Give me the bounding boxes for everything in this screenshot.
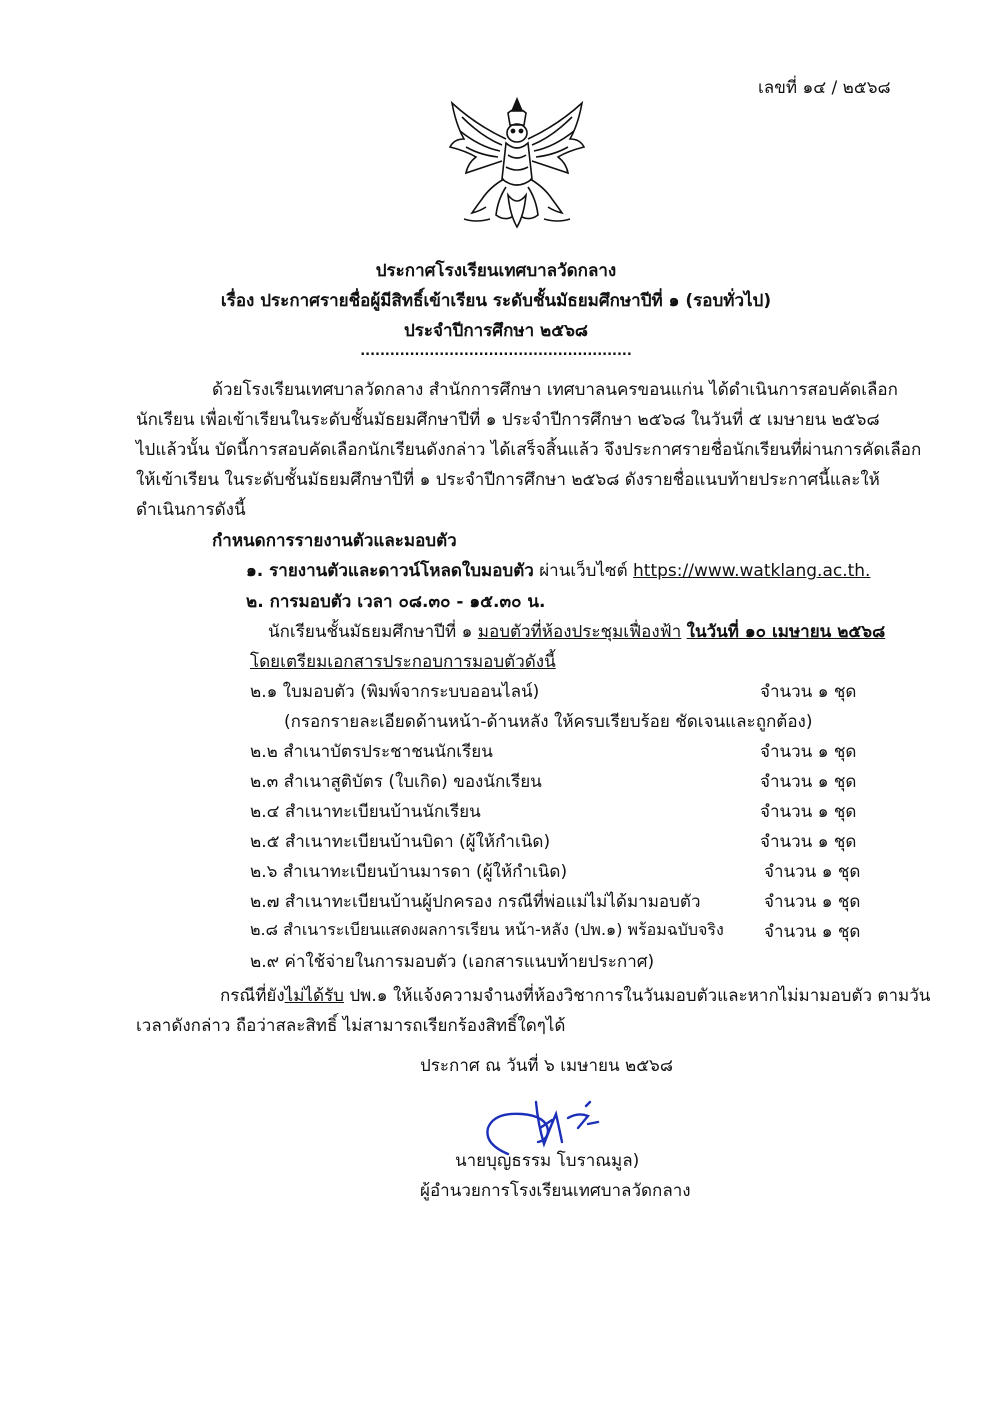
- step1-label: ๑. รายงานตัวและดาวน์โหลดใบมอบตัว: [246, 561, 534, 581]
- title-divider: .......................................................: [360, 344, 632, 359]
- garuda-emblem-icon: [446, 95, 588, 235]
- doc-note: (กรอกรายละเอียดด้านหน้า-ด้านหลัง ให้ครบเรียบร้อย ชัดเจนและถูกต้อง): [284, 712, 813, 732]
- title-line2: เรื่อง ประกาศรายชื่อผู้มีสิทธิ์เข้าเรียน ระดับชั้นมัธยมศึกษาปีที่ ๑ (รอบทั่วไป): [220, 291, 772, 311]
- doc-item: ๒.๓ สำเนาสูติบัตร (ใบเกิด) ของนักเรียน: [250, 772, 542, 792]
- doc-item: ๒.๒ สำเนาบัตรประชาชนนักเรียน: [250, 742, 493, 762]
- intro-line1: ด้วยโรงเรียนเทศบาลวัดกลาง สำนักการศึกษา เทศบาลนครขอนแก่น ได้ดำเนินการสอบคัดเลือก: [212, 380, 898, 400]
- doc-qty: จำนวน ๑ ชุด: [764, 922, 861, 942]
- closing-rest: ปพ.๑ ให้แจ้งความจำนงที่ห้องวิชาการในวันมอบตัวและหากไม่มามอบตัว ตามวัน: [343, 986, 931, 1006]
- document-number: เลขที่ ๑๔ / ๒๕๖๘: [758, 78, 891, 98]
- closing-line2: เวลาดังกล่าว ถือว่าสละสิทธิ์ ไม่สามารถเรียกร้องสิทธิ์ใดๆได้: [136, 1016, 566, 1036]
- step1-via: ผ่านเว็บไซต์: [533, 561, 634, 581]
- step1: [246, 557, 870, 584]
- doc-item: ๒.๕ สำเนาทะเบียนบ้านบิดา (ผู้ให้กำเนิด): [250, 832, 551, 852]
- step2-date: ในวันที่ ๑๐ เมษายน ๒๕๖๘: [686, 622, 886, 642]
- signer-name: นายบุญธรรม โบราณมูล): [455, 1151, 640, 1171]
- closing-underlined: ไม่ได้รับ: [284, 986, 344, 1006]
- doc-qty: จำนวน ๑ ชุด: [764, 892, 861, 912]
- doc-item: ๒.๙ ค่าใช้จ่ายในการมอบตัว (เอกสารแนบท้ายประกาศ): [250, 952, 655, 972]
- doc-qty: จำนวน ๑ ชุด: [760, 772, 857, 792]
- doc-qty: จำนวน ๑ ชุด: [760, 742, 857, 762]
- intro-line5: ดำเนินการดังนี้: [136, 500, 246, 520]
- doc-qty: จำนวน ๑ ชุด: [764, 862, 861, 882]
- signer-position: ผู้อำนวยการโรงเรียนเทศบาลวัดกลาง: [420, 1181, 691, 1201]
- doc-item: ๒.๘ สำเนาระเบียนแสดงผลการเรียน หน้า-หลัง (ปพ.๑) พร้อมฉบับจริง: [250, 920, 724, 939]
- step2-label: ๒. การมอบตัว เวลา ๐๘.๓๐ - ๑๕.๓๐ น.: [246, 592, 546, 612]
- step2-detail-prefix: นักเรียนชั้นมัธยมศึกษาปีที่ ๑: [268, 622, 478, 642]
- doc-qty: จำนวน ๑ ชุด: [760, 832, 857, 852]
- closing-prefix: กรณีที่ยัง: [220, 986, 285, 1006]
- intro-line2: นักเรียน เพื่อเข้าเรียนในระดับชั้นมัธยมศึกษาปีที่ ๑ ประจำปีการศึกษา ๒๕๖๘ ในวันที่ ๕ เมษายน ๒๕๖๘: [136, 410, 880, 430]
- step2-place: มอบตัวที่ห้องประชุมเฟื่องฟ้า: [477, 622, 682, 642]
- closing-line1: [220, 982, 930, 1009]
- title-line1: ประกาศโรงเรียนเทศบาลวัดกลาง: [375, 261, 617, 281]
- intro-line4: ให้เข้าเรียน ในระดับชั้นมัธยมศึกษาปีที่ ๑ ประจำปีการศึกษา ๒๕๖๘ ดังรายชื่อแนบท้ายประกาศนี้และให้: [136, 470, 880, 490]
- title-line3: ประจำปีการศึกษา ๒๕๖๘: [403, 321, 589, 341]
- doc-qty: จำนวน ๑ ชุด: [760, 682, 857, 702]
- doc-item: ๒.๖ สำเนาทะเบียนบ้านมารดา (ผู้ให้กำเนิด): [250, 862, 568, 882]
- doc-item: ๒.๔ สำเนาทะเบียนบ้านนักเรียน: [250, 802, 481, 822]
- garuda-emblem: [446, 95, 588, 235]
- announce-date: ประกาศ ณ วันที่ ๖ เมษายน ๒๕๖๘: [420, 1056, 673, 1076]
- docs-heading: โดยเตรียมเอกสารประกอบการมอบตัวดังนี้: [250, 652, 556, 672]
- doc-qty: จำนวน ๑ ชุด: [760, 802, 857, 822]
- website-link[interactable]: https://www.watklang.ac.th.: [633, 561, 871, 581]
- doc-item: ๒.๑ ใบมอบตัว (พิมพ์จากระบบออนไลน์): [250, 682, 540, 702]
- step2-detail: [268, 618, 885, 645]
- intro-line3: ไปแล้วนั้น บัดนี้การสอบคัดเลือกนักเรียนดังกล่าว ได้เสร็จสิ้นแล้ว จึงประกาศรายชื่อนักเรียนที่ผ่านการคัดเลือก: [136, 440, 922, 460]
- schedule-heading: กำหนดการรายงานตัวและมอบตัว: [212, 531, 457, 551]
- doc-item: ๒.๗ สำเนาทะเบียนบ้านผู้ปกครอง กรณีที่พ่อแม่ไม่ได้มามอบตัว: [250, 892, 701, 912]
